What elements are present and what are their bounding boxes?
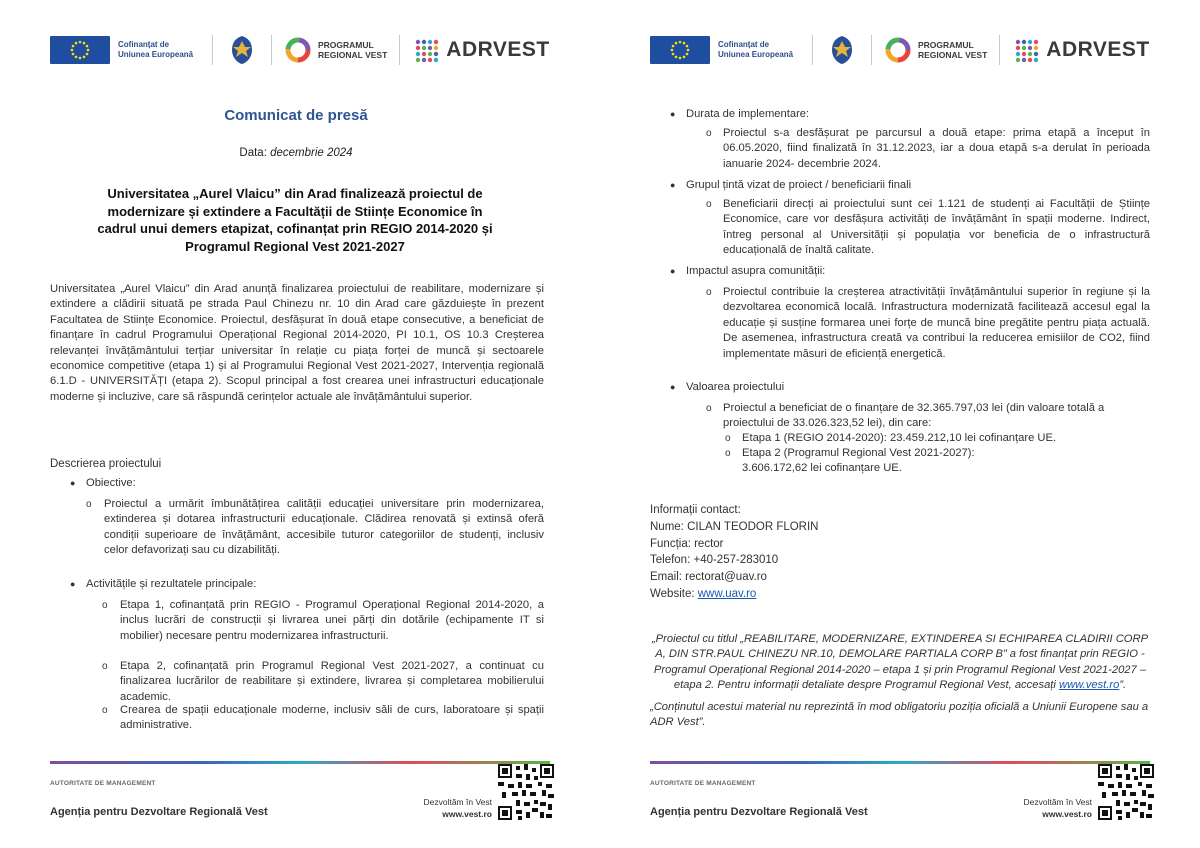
headline: Universitatea „Aurel Vlaicu” din Arad finalizează proiectul de modernizare și extindere a Facultății de Stiințe Economice în cadrul unui demers etapizat, cofinanțat prin REGIO 2014-2020 și Programul Regional Vest 2021-2027 <box>97 186 493 254</box>
funding-statement-text: „Proiectul cu titlul „REABILITARE, MODERNIZARE, EXTINDEREA SI ECHIPAREA CLADIRII CORP A, DIN STR.PAUL CHINEZU NR.10, DEMOLARE PARTIALA CORP B” a fost finanțat prin REGIO - Programul Operațional Regional 2014-2020 – etapa 1 și prin Programul Regional Vest 2021-2027 – etapa 2. Pentru informații detaliate despre Programul Regional Vest, accesați <box>651 633 1149 692</box>
footer-color-bar <box>650 761 1150 764</box>
duration-text: Proiectul s-a desfășurat pe parcursul a două etape: prima etapă a început în 06.05.2020, fiind finalizată în 31.12.2023, iar a doua etapă s-a derulat în perioada ianuarie 2024- decembrie 2024. <box>723 127 1150 170</box>
objectives-label: Obiective: <box>86 477 136 489</box>
qr-code-icon <box>1098 764 1154 820</box>
circle-bullet-icon: o <box>706 128 712 139</box>
program-name: PROGRAMUL REGIONAL VEST <box>918 40 988 60</box>
adr-vest-logo <box>412 36 549 64</box>
value-text: Proiectul a beneficiat de o finanțare de 32.365.797,03 lei (din valoare totală a proiectului de 33.026.323,52 lei), din care: <box>723 402 1105 430</box>
contact-website-link[interactable]: www.uav.ro <box>697 587 757 600</box>
contact-role: Funcția: rector <box>650 537 724 550</box>
divider <box>871 35 872 65</box>
header-logos <box>50 30 550 70</box>
regional-program-logo <box>284 36 387 64</box>
eu-flag-icon <box>650 36 710 64</box>
footer-agency: Agenția pentru Dezvoltare Regională Vest <box>650 806 868 818</box>
activities-label: Activitățile și rezultatele principale: <box>86 578 257 590</box>
contact-email: Email: rectorat@uav.ro <box>650 571 767 584</box>
funding-statement-end: ”. <box>1119 679 1127 692</box>
date-value: decembrie 2024 <box>270 147 353 159</box>
circle-bullet-icon: o <box>725 448 731 459</box>
duration-label: Durata de implementare: <box>686 108 810 120</box>
vest-link[interactable]: www.vest.ro <box>1059 679 1120 692</box>
contact-title: Informații contact: <box>650 504 741 516</box>
circle-bullet-icon: o <box>706 403 712 414</box>
contact-website-line <box>650 586 819 603</box>
divider <box>399 35 400 65</box>
circle-bullet-icon: o <box>102 600 108 611</box>
divider <box>812 35 813 65</box>
impact-text: Proiectul contribuie la creșterea atractivității învățământului superior în regiune și la dezvoltarea economică locală. Infrastructura modernizată facilitează accesul egal la educație și susține formarea unei forțe de muncă bine pregătite pentru piața actuală. De asemenea, infrastructura creată va contribui la reducerea emisiilor de CO2, fiind implementate măsuri de eficiență energetică. <box>723 286 1150 360</box>
footer-color-bar <box>50 761 550 764</box>
divider <box>999 35 1000 65</box>
eu-cofinanced-text: Cofinanțat de Uniunea Europeană <box>118 40 194 59</box>
impact-label: Impactul asupra comunității: <box>686 265 826 277</box>
bullet-icon: ● <box>70 478 76 488</box>
program-name: PROGRAMUL REGIONAL VEST <box>318 40 388 60</box>
divider <box>212 35 213 65</box>
bullet-icon: ● <box>670 180 676 190</box>
circle-bullet-icon: o <box>102 661 108 672</box>
target-group-label: Grupul țintă vizat de proiect / beneficiarii finali <box>686 179 912 191</box>
eu-flag-icon <box>50 36 110 64</box>
activity-3-text: Crearea de spații educaționale moderne, inclusiv săli de curs, laboratoare și spații administrative. <box>120 704 544 732</box>
eu-logo <box>50 36 200 64</box>
target-group-text: Beneficiarii direcți ai proiectului sunt cei 1.121 de studenți ai Facultății de Științe Economice, care vor desfășura activități de învățământ în spații moderne. Indirect, întreg personal al Universității și populația vor beneficia de o infrastructură educațională de înaltă calitate. <box>723 198 1150 257</box>
circle-bullet-icon: o <box>725 433 731 444</box>
footer-authority: AUTORITATE DE MANAGEMENT <box>50 780 156 787</box>
government-crest-icon <box>825 33 859 67</box>
stage-1-text: Etapa 1 (REGIO 2014-2020): 23.459.212,10 lei cofinanțare UE. <box>742 432 1057 444</box>
footer-authority: AUTORITATE DE MANAGEMENT <box>650 780 756 787</box>
regional-program-logo <box>884 36 987 64</box>
activity-2-text: Etapa 2, cofinanțată prin Programul Regional Vest 2021-2027, a continuat cu finalizarea lucrărilor de reabilitare și extindere, livrarea și completarea mobilierului academic. <box>120 660 544 703</box>
qr-code-icon <box>498 764 554 820</box>
footer-agency: Agenția pentru Dezvoltare Regională Vest <box>50 806 268 818</box>
footer-slogan: Dezvoltăm în Vest <box>423 797 492 807</box>
bullet-icon: ● <box>70 579 76 589</box>
contact-name: Nume: CILAN TEODOR FLORIN <box>650 520 819 533</box>
contact-website-label: Website: <box>650 587 698 600</box>
project-description-label: Descrierea proiectului <box>50 458 162 470</box>
value-label: Valoarea proiectului <box>686 381 785 393</box>
eu-cofinanced-text: Cofinanțat de Uniunea Europeană <box>718 40 794 59</box>
objectives-text: Proiectul a urmărit îmbunătățirea calității educației universitare prin modernizarea, extinderea și dotarea infrastructurii educaționale. Clădirea renovată și extinsă oferă condiții superioare de învățământ, accesibile tuturor categoriilor de studenți, inclusiv celor defavorizați sau cu dizabilități. <box>104 498 544 557</box>
circle-bullet-icon: o <box>706 287 712 298</box>
contact-phone: Telefon: +40-257-283010 <box>650 554 779 567</box>
footer-website[interactable]: www.vest.ro <box>442 809 492 819</box>
funding-statement <box>650 632 1150 694</box>
activity-1-text: Etapa 1, cofinanțată prin REGIO - Programul Operațional Regional 2014-2020, a inclus lucrări de construcții și livrarea unei părți din dotările (echipamente IT si mobilier) necesare pentru modernizarea infrastructurii. <box>120 599 544 642</box>
contact-block <box>650 502 819 603</box>
date-line <box>0 147 592 159</box>
adr-vest-logo <box>1012 36 1149 64</box>
footer-website[interactable]: www.vest.ro <box>1042 809 1092 819</box>
government-crest-icon <box>225 33 259 67</box>
adr-dots-icon <box>412 36 440 64</box>
bullet-icon: ● <box>670 109 676 119</box>
circle-bullet-icon: o <box>706 199 712 210</box>
adr-vest-wordmark: ADRVEST <box>1046 38 1150 61</box>
bullet-icon: ● <box>670 382 676 392</box>
footer-slogan: Dezvoltăm în Vest <box>1023 797 1092 807</box>
page-right <box>600 0 1200 848</box>
funding-disclaimer <box>650 632 1150 730</box>
adr-dots-icon <box>1012 36 1040 64</box>
program-ring-icon <box>884 36 912 64</box>
date-label: Data: <box>239 147 267 159</box>
adr-vest-wordmark: ADRVEST <box>446 38 550 61</box>
circle-bullet-icon: o <box>86 499 92 510</box>
stage-2-text: Etapa 2 (Programul Regional Vest 2021-2027): 3.606.172,62 lei cofinanțare UE. <box>742 447 975 475</box>
eu-disclaimer: „Conținutul acestui material nu reprezintă în mod obligatoriu poziția oficială a Uniunii Europene sau a ADR Vest”. <box>650 700 1149 729</box>
eu-logo <box>650 36 800 64</box>
header-logos <box>650 30 1150 70</box>
intro-paragraph: Universitatea „Aurel Vlaicu” din Arad anunță finalizarea proiectului de reabilitare, modernizare și extindere a clădirii situată pe strada Paul Chinezu nr. 10 din Arad care găzduiește în prezent Facultatea de Stiințe Economice. Proiectul, desfășurat în două etape consecutive, a beneficiat de finanțare în cadrul Programului Operațional Regional 2014-2020, PI 10.1, OS 10.3 Creșterea relevanței învățământului terțiar universitar în relație cu piața forței de muncă și sectoarele economice competitive (etapa 1) și al Programului Regional Vest 2021-2027, Intervenția regională 6.1.D - UNIVERSITĂȚI (etapa 2). Scopul principal a fost crearea unei infrastructuri educaționale moderne și incluzive, care să răspundă cerințelor actuale ale învățământului superior. <box>50 283 544 403</box>
divider <box>271 35 272 65</box>
press-release-title: Comunicat de presă <box>224 107 368 124</box>
program-ring-icon <box>284 36 312 64</box>
circle-bullet-icon: o <box>102 705 108 716</box>
bullet-icon: ● <box>670 266 676 276</box>
